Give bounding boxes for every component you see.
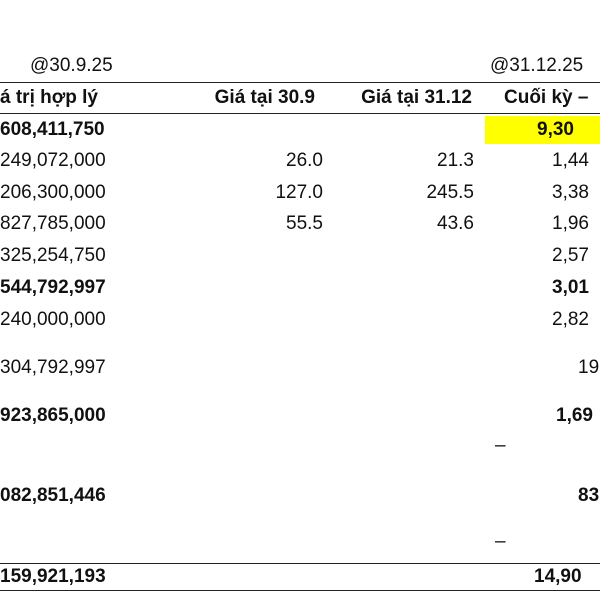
- cell-end-period[interactable]: 19: [578, 357, 600, 378]
- cell-price-31-12[interactable]: 245.5: [426, 182, 474, 203]
- cell-fair-value[interactable]: 325,254,750: [0, 245, 106, 266]
- date-label-31-12: @31.12.25: [490, 55, 584, 76]
- header-bottom-rule: [0, 113, 600, 114]
- cell-fair-value[interactable]: 608,411,750: [0, 119, 105, 140]
- cell-end-period[interactable]: 3,38: [552, 182, 589, 203]
- cell-fair-value[interactable]: 304,792,997: [0, 357, 106, 378]
- cell-price-30-9[interactable]: 26.0: [286, 150, 323, 171]
- total-bottom-rule: [0, 590, 600, 591]
- cell-end-period-dash[interactable]: –: [495, 435, 506, 456]
- column-header-fair-value: á trị hợp lý: [0, 87, 98, 108]
- cell-end-period[interactable]: 2,57: [552, 245, 589, 266]
- header-rule: [0, 82, 600, 83]
- cell-fair-value[interactable]: 249,072,000: [0, 150, 106, 171]
- cell-end-period[interactable]: 1,44: [552, 150, 589, 171]
- cell-end-period-dash[interactable]: –: [495, 531, 506, 552]
- cell-end-period[interactable]: 9,30: [537, 119, 574, 140]
- cell-price-31-12[interactable]: 43.6: [437, 213, 474, 234]
- cell-fair-value[interactable]: 240,000,000: [0, 309, 106, 330]
- cell-fair-value[interactable]: 827,785,000: [0, 213, 106, 234]
- column-header-price-30-9: Giá tại 30.9: [214, 87, 315, 108]
- column-header-price-31-12: Giá tại 31.12: [361, 87, 472, 108]
- column-header-end-period: Cuối kỳ –: [504, 87, 589, 108]
- cell-price-31-12[interactable]: 21.3: [437, 150, 474, 171]
- cell-end-period[interactable]: 1,96: [552, 213, 589, 234]
- date-label-30-9: @30.9.25: [30, 55, 113, 76]
- cell-end-period[interactable]: 3,01: [552, 277, 589, 298]
- total-top-rule: [0, 563, 600, 564]
- cell-fair-value-total[interactable]: 159,921,193: [0, 566, 106, 587]
- cell-price-30-9[interactable]: 127.0: [275, 182, 323, 203]
- cell-fair-value[interactable]: 544,792,997: [0, 277, 106, 298]
- cell-end-period[interactable]: 83: [578, 485, 600, 506]
- cell-fair-value[interactable]: 082,851,446: [0, 485, 106, 506]
- cell-fair-value[interactable]: 923,865,000: [0, 405, 106, 426]
- cell-end-period[interactable]: 1,69: [556, 405, 593, 426]
- cell-end-period[interactable]: 2,82: [552, 309, 589, 330]
- cell-price-30-9[interactable]: 55.5: [286, 213, 323, 234]
- cell-end-period-total[interactable]: 14,90: [534, 566, 582, 587]
- cell-fair-value[interactable]: 206,300,000: [0, 182, 106, 203]
